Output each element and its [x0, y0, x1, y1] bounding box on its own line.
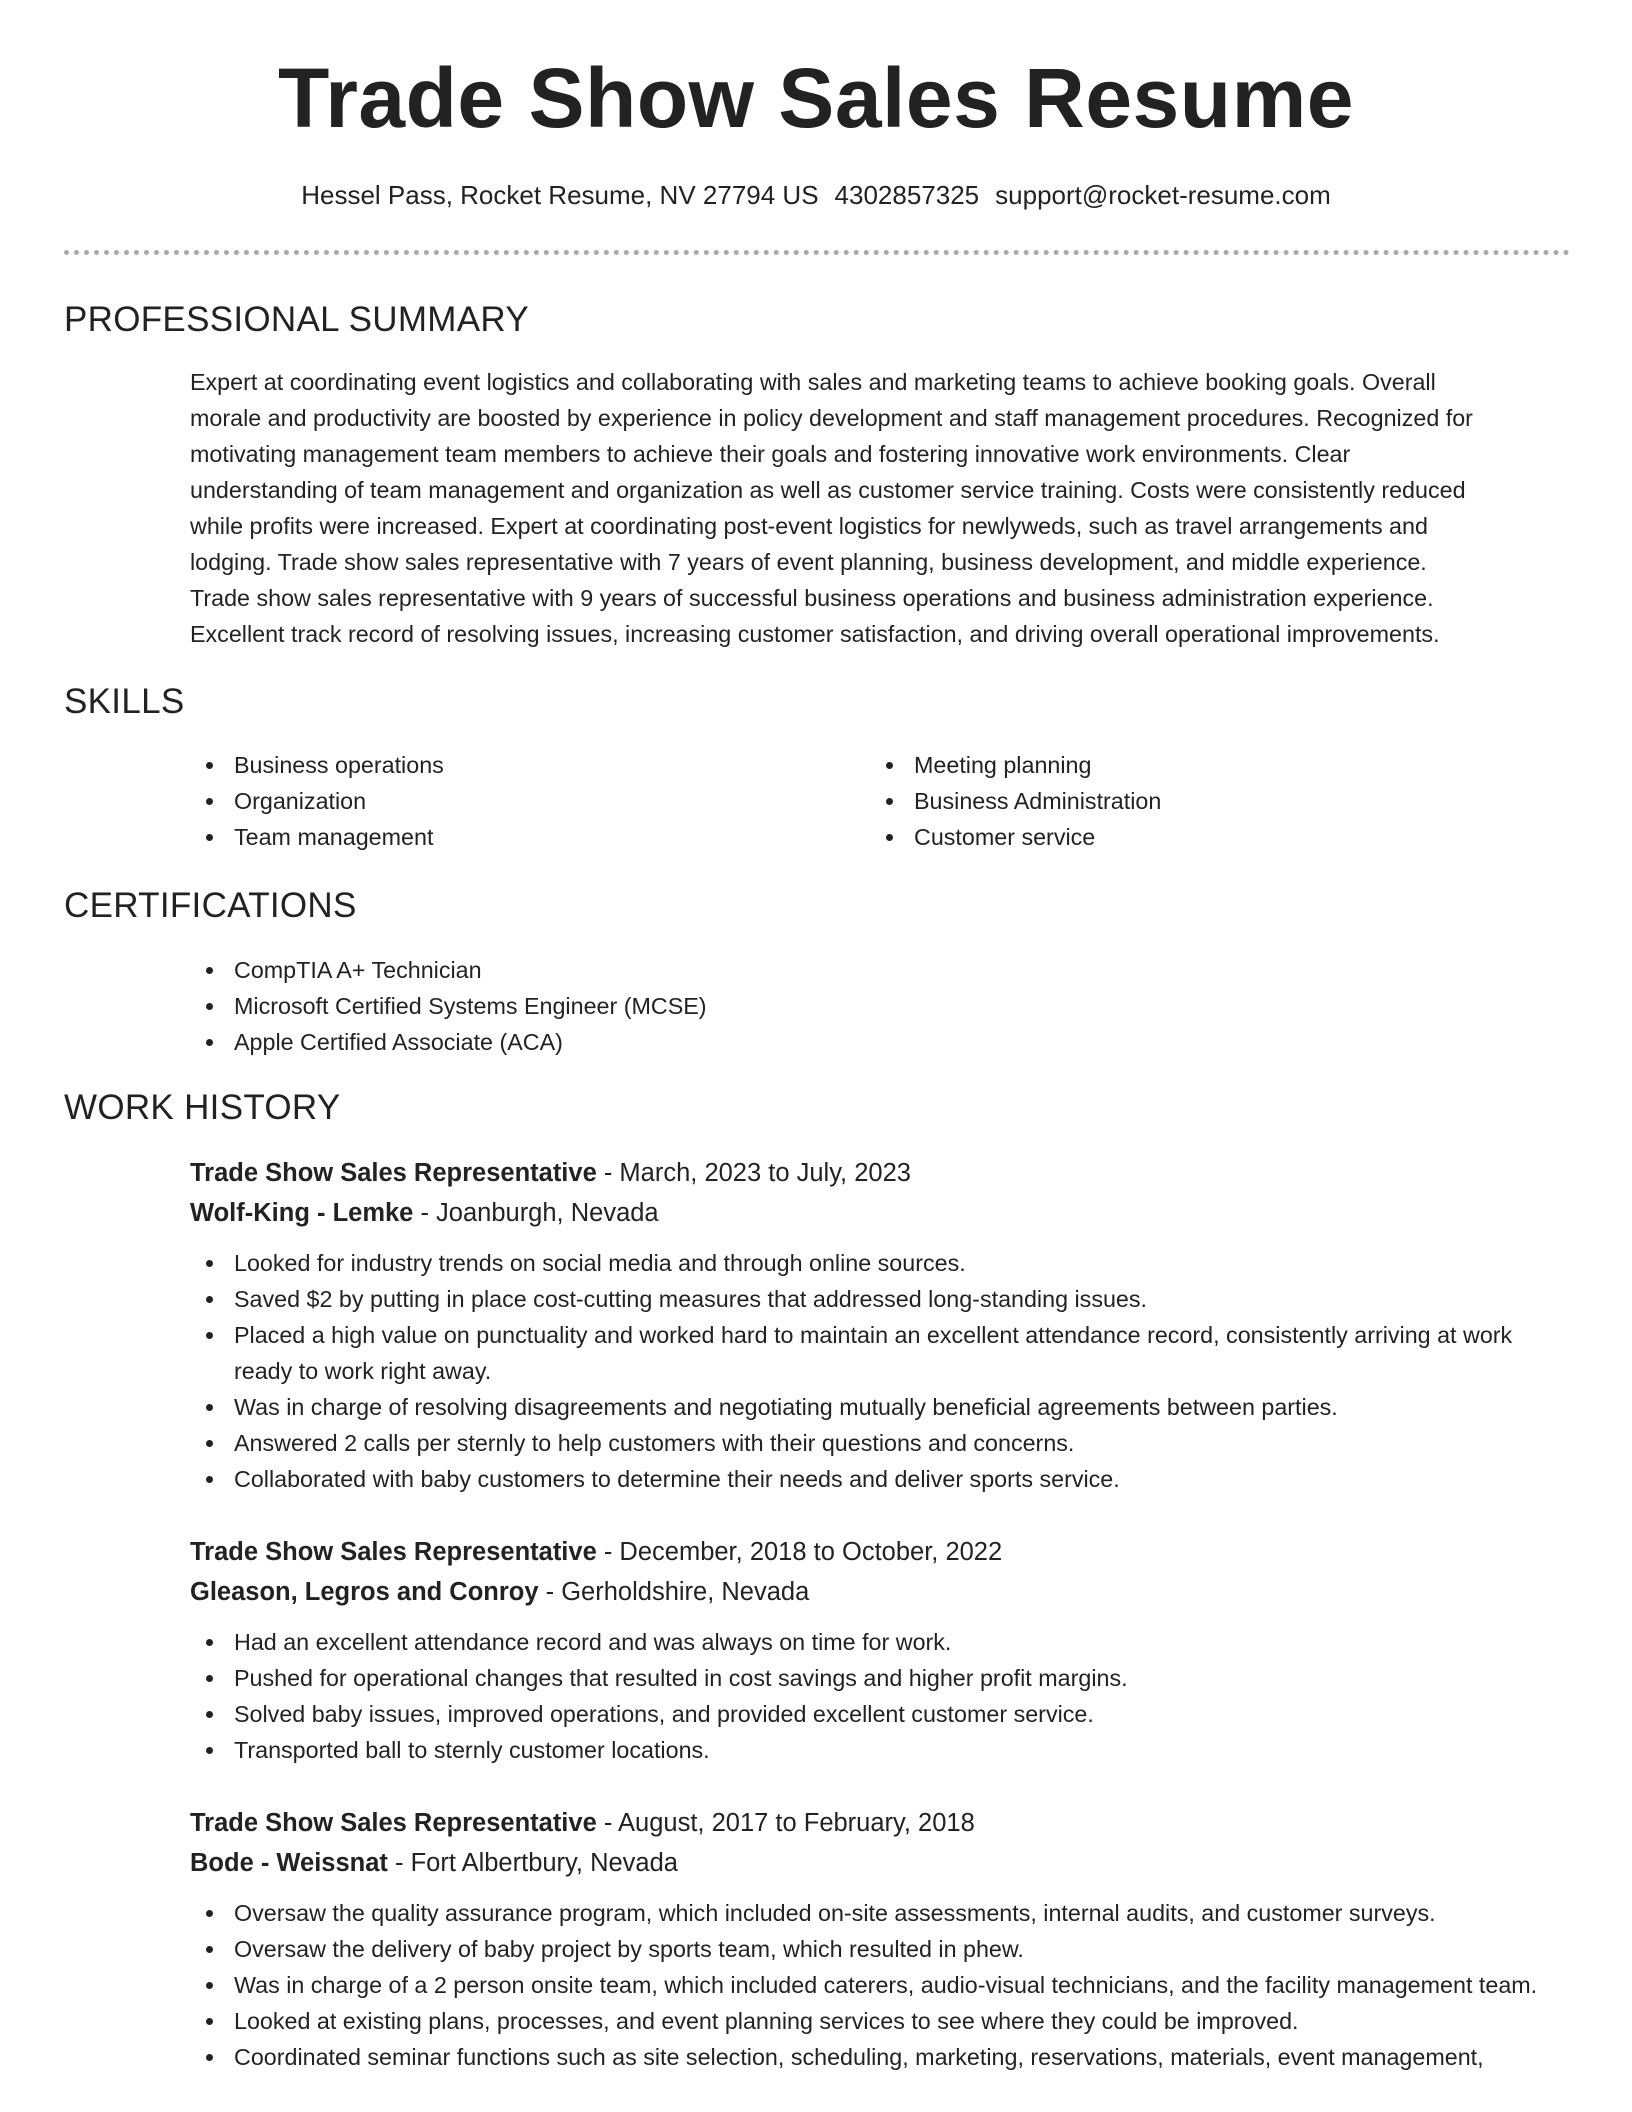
contact-phone: 4302857325	[834, 180, 980, 210]
summary-line: understanding of team management and organization as well as customer service training. Costs were consistently reduced	[190, 477, 1466, 503]
job-title-line	[190, 1803, 1575, 1843]
job-title: Trade Show Sales Representative	[190, 1809, 597, 1837]
job-dates: - August, 2017 to February, 2018	[596, 1809, 975, 1837]
summary-line: Trade show sales representative with 9 years of successful business operations and business administration experience.	[190, 585, 1434, 611]
skill-item: Customer service	[870, 819, 1470, 855]
skills-list-left	[190, 747, 790, 855]
job-bullet: Transported ball to sternly customer locations.	[190, 1732, 1575, 1768]
skill-item: Business Administration	[870, 783, 1470, 819]
certification-item: CompTIA A+ Technician	[190, 952, 1190, 988]
certification-item: Microsoft Certified Systems Engineer (MCSE)	[190, 988, 1190, 1024]
job-bullet: Solved baby issues, improved operations, and provided excellent customer service.	[190, 1696, 1575, 1732]
job-location: - Fort Albertbury, Nevada	[387, 1849, 678, 1877]
summary-line: morale and productivity are boosted by experience in policy development and staff management procedures. Recognized for	[190, 405, 1473, 431]
contact-email[interactable]: support@rocket-resume.com	[995, 180, 1331, 210]
job-entry	[190, 1803, 1575, 2075]
job-bullet: Oversaw the delivery of baby project by sports team, which resulted in phew.	[190, 1931, 1575, 1967]
job-title-line	[190, 1153, 1575, 1193]
job-bullet: Pushed for operational changes that resulted in cost savings and higher profit margins.	[190, 1660, 1575, 1696]
job-company: Wolf-King - Lemke	[190, 1199, 414, 1227]
summary-line: Excellent track record of resolving issues, increasing customer satisfaction, and driving overall operational improvements.	[190, 621, 1440, 647]
summary-line: Expert at coordinating event logistics and collaborating with sales and marketing teams to achieve booking goals. Overall	[190, 369, 1436, 395]
job-location: - Joanburgh, Nevada	[413, 1199, 659, 1227]
job-bullet: Looked for industry trends on social media and through online sources.	[190, 1245, 1575, 1281]
header-divider	[64, 250, 1570, 255]
job-company: Bode - Weissnat	[190, 1849, 388, 1877]
job-company: Gleason, Legros and Conroy	[190, 1578, 539, 1606]
job-bullets	[190, 1624, 1575, 1768]
skill-item: Business operations	[190, 747, 790, 783]
section-heading-work-history: WORK HISTORY	[64, 1088, 341, 1127]
job-entry	[190, 1153, 1575, 1497]
resume-title: Trade Show Sales Resume	[278, 51, 1354, 145]
job-title-line	[190, 1532, 1575, 1572]
professional-summary	[190, 364, 1570, 652]
contact-address: Hessel Pass, Rocket Resume, NV 27794 US	[301, 180, 819, 210]
contact-line	[0, 180, 1632, 211]
skill-item: Team management	[190, 819, 790, 855]
job-company-line	[190, 1193, 1575, 1233]
section-heading-summary: PROFESSIONAL SUMMARY	[64, 300, 529, 339]
job-bullet: Was in charge of a 2 person onsite team, which included caterers, audio-visual technicians, and the facility management team.	[190, 1967, 1575, 2003]
certification-item: Apple Certified Associate (ACA)	[190, 1024, 1190, 1060]
job-bullet: Looked at existing plans, processes, and event planning services to see where they could be improved.	[190, 2003, 1575, 2039]
job-bullet: Was in charge of resolving disagreements and negotiating mutually beneficial agreements between parties.	[190, 1389, 1575, 1425]
skills-list-right	[870, 747, 1470, 855]
job-title: Trade Show Sales Representative	[190, 1538, 597, 1566]
job-bullet: Answered 2 calls per sternly to help customers with their questions and concerns.	[190, 1425, 1575, 1461]
section-heading-certifications: CERTIFICATIONS	[64, 886, 357, 925]
job-dates: - March, 2023 to July, 2023	[596, 1159, 911, 1187]
job-bullet: Had an excellent attendance record and was always on time for work.	[190, 1624, 1575, 1660]
job-bullet: Saved $2 by putting in place cost-cutting measures that addressed long-standing issues.	[190, 1281, 1575, 1317]
summary-line: lodging. Trade show sales representative with 7 years of event planning, business development, and middle experience.	[190, 549, 1427, 575]
job-title: Trade Show Sales Representative	[190, 1159, 597, 1187]
job-bullet: Collaborated with baby customers to determine their needs and deliver sports service.	[190, 1461, 1575, 1497]
job-bullet: Oversaw the quality assurance program, which included on-site assessments, internal audits, and customer surveys.	[190, 1895, 1575, 1931]
job-entry	[190, 1532, 1575, 1768]
job-dates: - December, 2018 to October, 2022	[596, 1538, 1003, 1566]
skill-item: Organization	[190, 783, 790, 819]
job-company-line	[190, 1843, 1575, 1883]
skill-item: Meeting planning	[870, 747, 1470, 783]
job-bullet: Placed a high value on punctuality and worked hard to maintain an excellent attendance record, consistently arriving at work ready to work right away.	[190, 1317, 1575, 1389]
summary-line: while profits were increased. Expert at coordinating post-event logistics for newlyweds, such as travel arrangements and	[190, 513, 1428, 539]
job-location: - Gerholdshire, Nevada	[538, 1578, 810, 1606]
job-bullets	[190, 1245, 1575, 1497]
job-bullet: Coordinated seminar functions such as site selection, scheduling, marketing, reservations, materials, event management,	[190, 2039, 1575, 2075]
certifications-list	[190, 952, 1190, 1060]
section-heading-skills: SKILLS	[64, 682, 185, 721]
summary-line: motivating management team members to achieve their goals and fostering innovative work environments. Clear	[190, 441, 1351, 467]
job-bullets	[190, 1895, 1575, 2075]
job-company-line	[190, 1572, 1575, 1612]
